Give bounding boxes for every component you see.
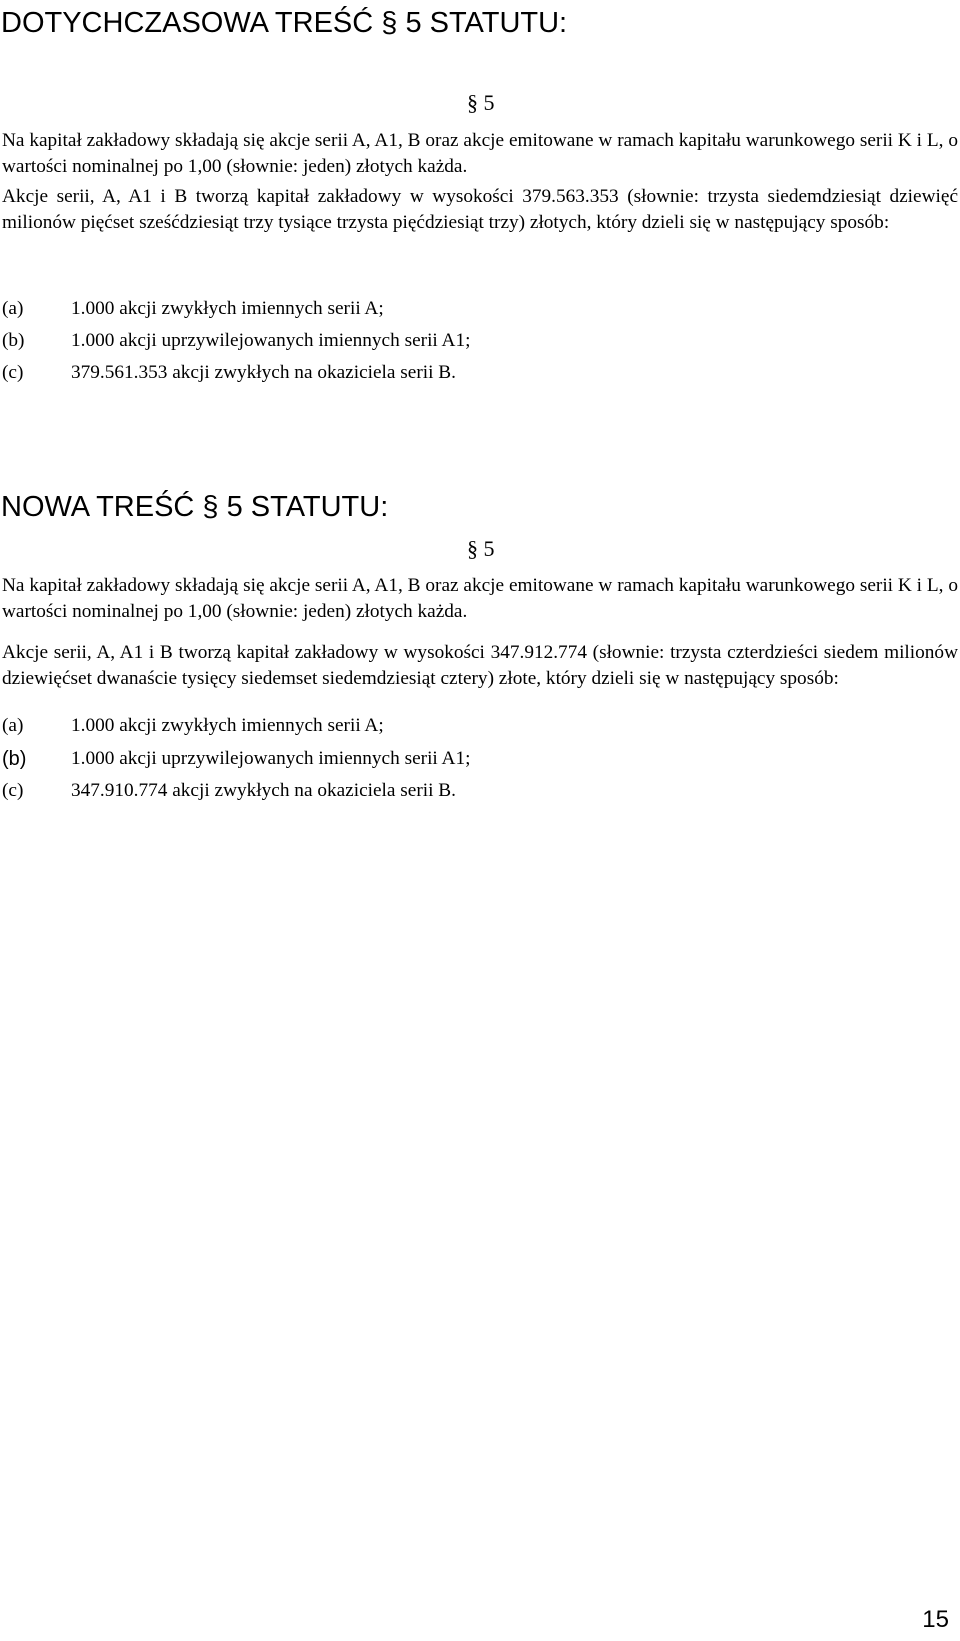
list-marker: (a) [2,298,24,319]
new-section-mark: § 5 [467,536,495,561]
list-marker: (a) [2,715,24,736]
list-marker: (c) [2,780,24,801]
list-marker: (b) [2,748,27,770]
new-paragraph-share-capital: Akcje serii, A, A1 i B tworzą kapitał zakładowy w wysokości 347.912.774 (słownie: trzysta czterdzieści siedem milionów dziewięćset dwanaście tysięcy siedemset siedemdziesiąt cztery) złote, który dzieli się w następujący sposób: [2,642,958,689]
list-marker: (c) [2,362,24,383]
current-paragraph-share-types: Na kapitał zakładowy składają się akcje serii A, A1, B oraz akcje emitowane w ramach kapitału warunkowego serii K i L, o wartości nominalnej po 1,00 (słownie: jeden) złotych każda. [2,130,958,177]
list-item-text: 347.910.774 akcji zwykłych na okaziciela serii B. [71,780,456,801]
list-item-text: 1.000 akcji zwykłych imiennych serii A; [71,298,384,319]
new-paragraph-share-types: Na kapitał zakładowy składają się akcje serii A, A1, B oraz akcje emitowane w ramach kapitału warunkowego serii K i L, o wartości nominalnej po 1,00 (słownie: jeden) złotych każda. [2,575,958,622]
current-section-mark: § 5 [467,90,495,115]
list-item-text: 379.561.353 akcji zwykłych na okaziciela serii B. [71,362,456,383]
current-paragraph-share-capital: Akcje serii, A, A1 i B tworzą kapitał zakładowy w wysokości 379.563.353 (słownie: trzysta siedemdziesiąt dziewięć milionów pięćset sześćdziesiąt trzy tysiące trzysta pięćdziesiąt trzy) złotych, który dzieli się w następujący sposób: [2,186,958,233]
list-item-text: 1.000 akcji zwykłych imiennych serii A; [71,715,384,736]
new-statute-heading: NOWA TREŚĆ § 5 STATUTU: [1,491,389,523]
list-item-text: 1.000 akcji uprzywilejowanych imiennych serii A1; [71,748,471,769]
current-statute-heading: DOTYCHCZASOWA TREŚĆ § 5 STATUTU: [1,7,568,39]
list-marker: (b) [2,330,25,351]
page-number: 15 [922,1606,949,1633]
list-item-text: 1.000 akcji uprzywilejowanych imiennych serii A1; [71,330,471,351]
